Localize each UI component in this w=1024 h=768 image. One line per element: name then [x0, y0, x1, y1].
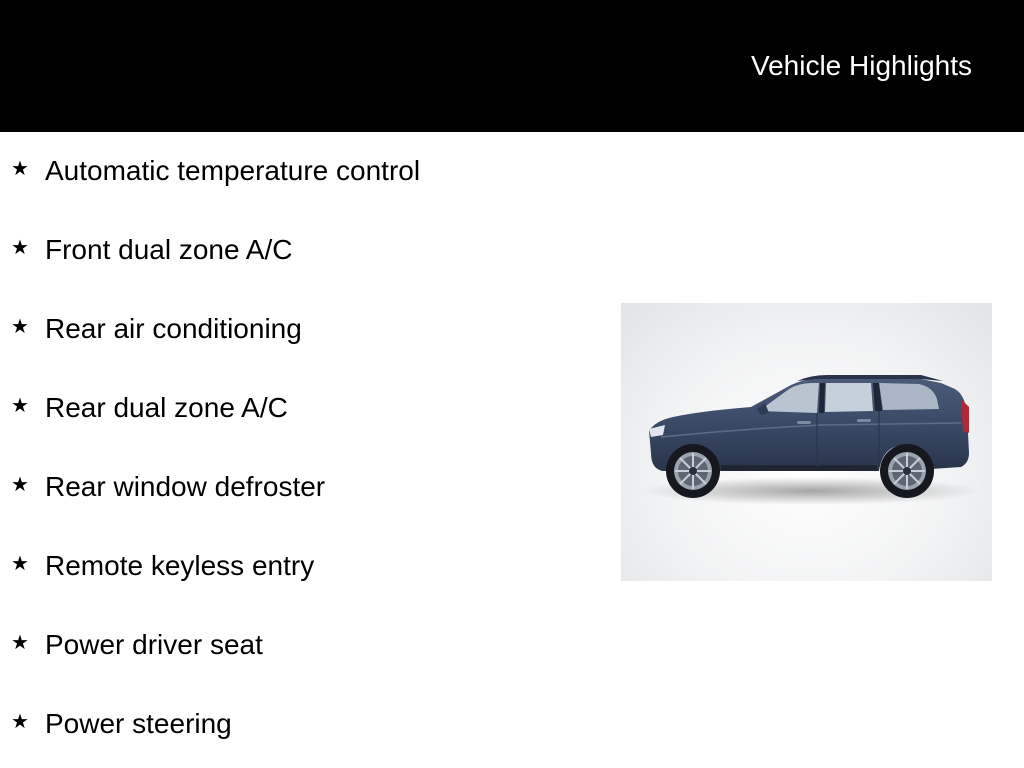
list-item	[0, 132, 600, 211]
vehicle-highlights-list	[0, 132, 600, 764]
feature-label: Power driver seat	[45, 629, 263, 660]
star-icon: ★	[11, 474, 29, 496]
feature-label: Power steering	[45, 708, 232, 739]
header-bar	[0, 0, 1024, 132]
feature-label: Rear dual zone A/C	[45, 392, 288, 423]
feature-label: Front dual zone A/C	[45, 234, 293, 265]
suv-illustration	[621, 303, 992, 581]
feature-label: Automatic temperature control	[45, 155, 421, 186]
star-icon: ★	[11, 711, 29, 733]
feature-label: Rear air conditioning	[45, 313, 302, 344]
vehicle-photo	[621, 303, 992, 581]
star-icon: ★	[11, 316, 29, 338]
star-icon: ★	[11, 158, 29, 180]
list-item	[0, 290, 600, 369]
rear-wheel	[880, 444, 934, 498]
feature-label: Rear window defroster	[45, 471, 326, 502]
list-item	[0, 369, 600, 448]
list-item	[0, 527, 600, 606]
star-icon: ★	[11, 553, 29, 575]
list-item	[0, 685, 600, 764]
page-title: Vehicle Highlights	[750, 50, 972, 81]
list-item	[0, 448, 600, 527]
list-item	[0, 211, 600, 290]
list-item	[0, 606, 600, 685]
star-icon: ★	[11, 632, 29, 654]
feature-label: Remote keyless entry	[45, 550, 315, 581]
front-wheel	[666, 444, 720, 498]
star-icon: ★	[11, 237, 29, 259]
star-icon: ★	[11, 395, 29, 417]
